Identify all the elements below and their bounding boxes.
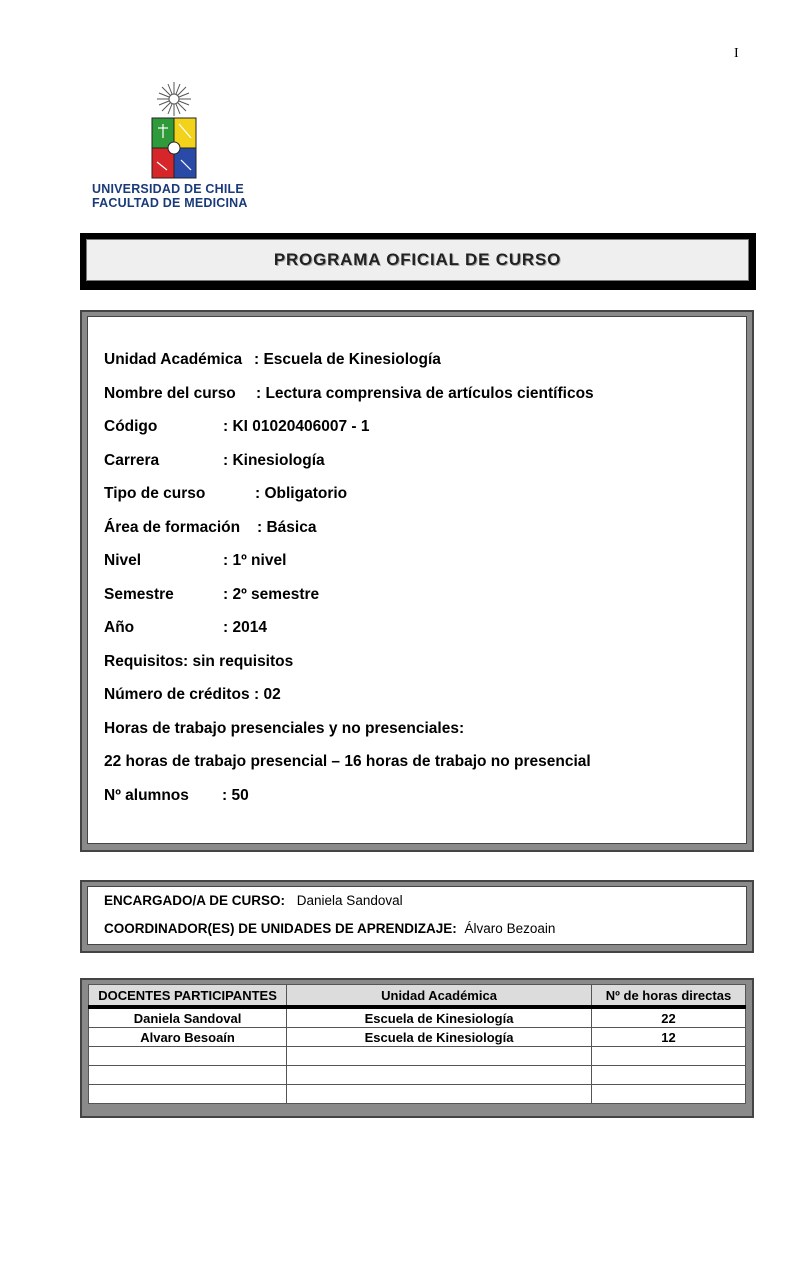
info-row-creditos [104,686,281,704]
header-unidad: Unidad Académica [287,985,592,1008]
title-box [80,233,756,290]
table-header-row [89,985,746,1008]
info-value: : Obligatorio [255,485,348,502]
university-logo [90,80,270,215]
teachers-table [88,984,746,1104]
teacher-name [89,1066,287,1085]
encargado-line [104,893,403,908]
responsibles-box [80,880,754,953]
info-label: Área de formación [104,519,241,536]
info-row-alumnos [104,787,249,805]
faculty-name: FACULTAD DE MEDICINA [92,196,248,210]
university-crest-icon [148,80,200,180]
table-row [89,1047,746,1066]
info-value: : 2º semestre [223,586,320,603]
document-title: PROGRAMA OFICIAL DE CURSO [273,250,562,269]
info-value: : 1º nivel [223,552,287,569]
header-horas: Nº de horas directas [591,985,745,1008]
teacher-name: Daniela Sandoval [89,1007,287,1028]
university-name: UNIVERSIDAD DE CHILE [92,182,244,196]
teacher-unit: Escuela de Kinesiología [287,1007,592,1028]
teacher-unit [287,1047,592,1066]
course-info-box [80,310,754,852]
info-value: : Básica [257,519,317,536]
info-label: 22 horas de trabajo presencial – 16 horas de trabajo no presencial [104,753,591,770]
teachers-table-box [80,978,754,1118]
header-docentes: DOCENTES PARTICIPANTES [89,985,287,1008]
info-label: Año [104,619,135,636]
teacher-hours [591,1085,745,1104]
info-label: Carrera [104,452,160,469]
table-row [89,1028,746,1047]
teacher-name [89,1047,287,1066]
teacher-hours [591,1047,745,1066]
teacher-hours: 22 [591,1007,745,1028]
teacher-name [89,1085,287,1104]
encargado-value: Daniela Sandoval [296,893,403,908]
info-label: Nivel [104,552,142,569]
teacher-unit [287,1085,592,1104]
info-label: Semestre [104,586,174,603]
teacher-unit: Escuela de Kinesiología [287,1028,592,1047]
table-row [89,1066,746,1085]
info-value: : Escuela de Kinesiología [254,351,441,368]
teacher-hours: 12 [591,1028,745,1047]
title-inner [86,239,749,281]
info-row-carrera [104,452,325,470]
info-row-tipo [104,485,348,503]
info-row-nivel [104,552,287,570]
encargado-label: ENCARGADO/A DE CURSO: [104,893,286,908]
info-label: Horas de trabajo presenciales y no presenciales: [104,720,465,737]
info-label: Tipo de curso [104,485,206,502]
coordinador-label: COORDINADOR(ES) DE UNIDADES DE APRENDIZAJE: [104,921,457,936]
info-row-horas-detalle [104,753,591,771]
info-value: : sin requisitos [183,653,294,670]
info-row-nombre [104,385,594,403]
info-label: Nº alumnos [104,787,189,804]
info-row-area [104,519,317,537]
table-row [89,1085,746,1104]
info-value: : 50 [222,787,249,804]
info-label: Unidad Académica [104,351,243,368]
table-row [89,1007,746,1028]
info-label: Nombre del curso [104,385,236,402]
info-label: Requisitos [104,653,184,670]
page-number: I [734,46,739,61]
info-row-semestre [104,586,320,604]
info-row-codigo [104,418,370,436]
coordinador-value: Álvaro Bezoain [464,921,556,936]
info-row-ano [104,619,267,637]
info-row-unidad [104,351,441,369]
teacher-name: Alvaro Besoaín [89,1028,287,1047]
teacher-unit [287,1066,592,1085]
info-label: Código [104,418,158,435]
info-row-requisitos [104,653,294,671]
info-value: : Lectura comprensiva de artículos científicos [256,385,594,402]
coordinador-line [104,921,555,936]
responsibles-inner [87,886,747,945]
info-row-horas-titulo [104,720,464,738]
info-value: : KI 01020406007 - 1 [223,418,370,435]
info-label: Número de créditos [104,686,250,703]
course-info-inner [87,316,747,844]
info-value: : 2014 [223,619,267,636]
info-value: : 02 [254,686,281,703]
teacher-hours [591,1066,745,1085]
info-value: : Kinesiología [223,452,325,469]
